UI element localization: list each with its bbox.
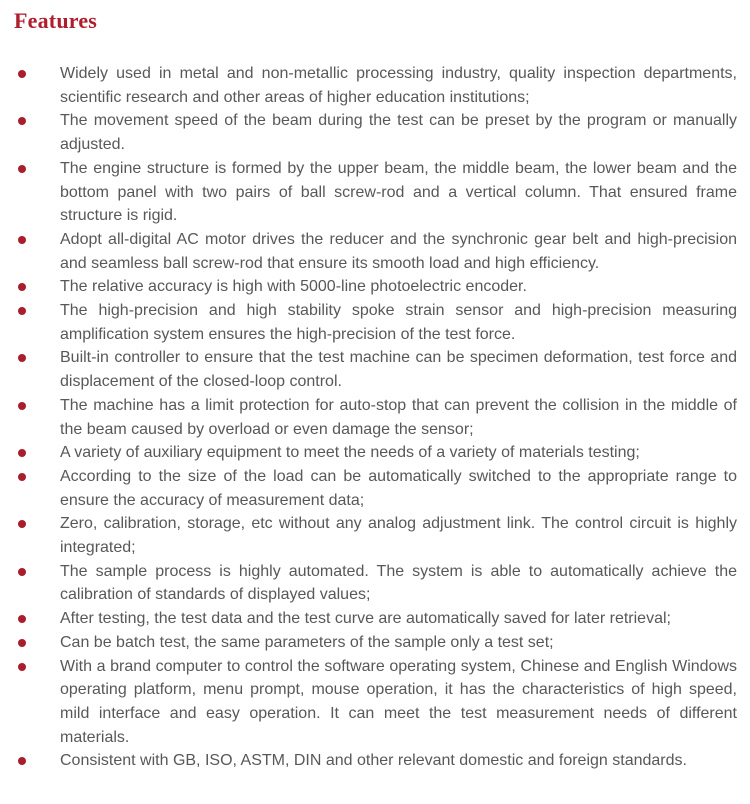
feature-text: Widely used in metal and non-metallic processing industry, quality inspection departments, scientific research and other areas of higher education institutions; [60, 65, 737, 106]
bullet-icon [18, 757, 26, 765]
bullet-icon [18, 70, 26, 78]
bullet-icon [18, 307, 26, 315]
feature-text: The movement speed of the beam during the test can be preset by the program or manually adjusted. [60, 112, 737, 154]
feature-item [14, 607, 737, 631]
feature-text: A variety of auxiliary equipment to meet the needs of a variety of materials testing; [60, 444, 640, 462]
bullet-icon [18, 236, 26, 244]
feature-item [14, 655, 737, 750]
bullet-icon [18, 568, 26, 576]
feature-text: The relative accuracy is high with 5000-line photoelectric encoder. [60, 278, 527, 296]
bullet-icon [18, 520, 26, 528]
bullet-icon [18, 663, 26, 671]
bullet-icon [18, 165, 26, 173]
bullet-icon [18, 615, 26, 623]
bullet-icon [18, 449, 26, 457]
feature-text: Consistent with GB, ISO, ASTM, DIN and other relevant domestic and foreign standards. [60, 752, 687, 770]
feature-item [14, 441, 737, 465]
feature-text: Built-in controller to ensure that the test machine can be specimen deformation, test force and displacement of the closed-loop control. [60, 349, 737, 391]
bullet-icon [18, 402, 26, 410]
feature-text: Can be batch test, the same parameters of the sample only a test set; [60, 633, 554, 651]
feature-item [14, 62, 737, 109]
feature-item [14, 749, 737, 773]
feature-item [14, 228, 737, 275]
bullet-icon [18, 639, 26, 647]
feature-item [14, 346, 737, 393]
bullet-icon [18, 283, 26, 291]
feature-item [14, 465, 737, 512]
feature-item [14, 109, 737, 156]
feature-text: After testing, the test data and the test curve are automatically saved for later retrieval; [60, 610, 671, 628]
feature-text: The high-precision and high stability spoke strain sensor and high-precision measuring amplification system ensures the high-precision of the test force. [60, 302, 737, 343]
feature-item [14, 157, 737, 228]
feature-text: The machine has a limit protection for auto-stop that can prevent the collision in the middle of the beam caused by overload or even damage the sensor; [60, 396, 737, 438]
feature-item [14, 560, 737, 607]
feature-item [14, 394, 737, 441]
feature-item [14, 275, 737, 299]
feature-text: The engine structure is formed by the upper beam, the middle beam, the lower beam and the bottom panel with two pairs of ball screw-rod and a vertical column. That ensured frame structure is rigid. [60, 159, 737, 225]
features-list [14, 62, 737, 773]
feature-text: According to the size of the load can be automatically switched to the appropriate range to ensure the accuracy of measurement data; [60, 467, 737, 509]
feature-text: With a brand computer to control the software operating system, Chinese and English Windows operating platform, menu prompt, mouse operation, it has the characteristics of high speed, mild interface and easy operation. It can meet the test measurement needs of different materials. [60, 657, 737, 746]
bullet-icon [18, 354, 26, 362]
feature-item [14, 512, 737, 559]
feature-text: The sample process is highly automated. The system is able to automatically achieve the calibration of standards of displayed values; [60, 562, 737, 604]
feature-text: Adopt all-digital AC motor drives the reducer and the synchronic gear belt and high-precision and seamless ball screw-rod that ensure its smooth load and high efficiency. [60, 230, 737, 272]
bullet-icon [18, 473, 26, 481]
page-title: Features [14, 8, 98, 33]
feature-item [14, 299, 737, 346]
bullet-icon [18, 117, 26, 125]
feature-item [14, 631, 737, 655]
feature-text: Zero, calibration, storage, etc without any analog adjustment link. The control circuit is highly integrated; [60, 515, 737, 557]
